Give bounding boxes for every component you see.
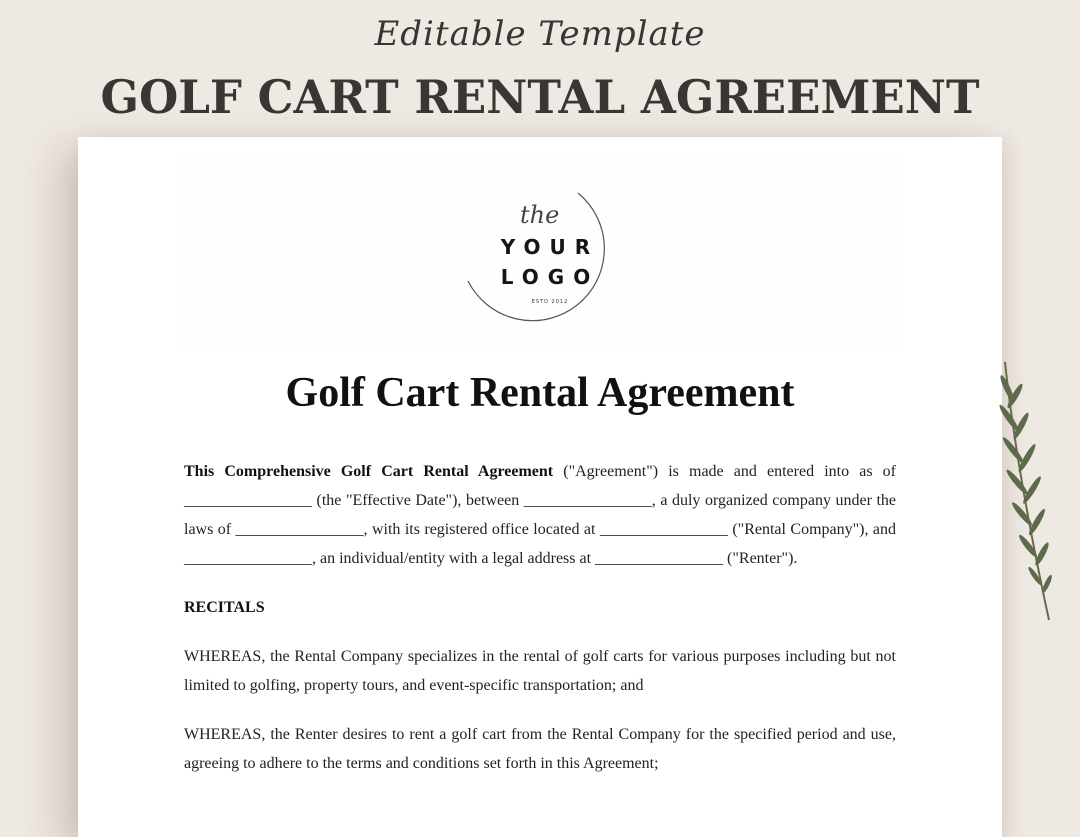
recitals-heading-text: RECITALS bbox=[184, 599, 265, 616]
logo-line-logo: LOGO bbox=[500, 265, 600, 289]
intro-paragraph bbox=[184, 457, 896, 573]
intro-text: ("Agreement") is made and entered into as of ________________ (the "Effective Date"), between ________________, a duly organized company under the laws of ________________, with its registered office located at ________________ ("Rental Company"), and ________________, an individual/entity with a legal address at ________________ ("Renter"). bbox=[184, 463, 897, 567]
logo-placeholder bbox=[180, 151, 900, 351]
document-body bbox=[184, 457, 896, 798]
logo-line-your: YOUR bbox=[500, 235, 600, 259]
logo-script-text: the bbox=[520, 201, 560, 229]
whereas-paragraph-2: WHEREAS, the Renter desires to rent a golf cart from the Rental Company for the specified period and use, agreeing to adhere to the terms and conditions set forth in this Agreement; bbox=[184, 726, 896, 772]
rosemary-sprig-icon bbox=[985, 358, 1065, 628]
whereas-paragraph-1: WHEREAS, the Rental Company specializes in the rental of golf carts for various purposes including but not limited to golfing, property tours, and event-specific transportation; and bbox=[184, 648, 896, 694]
recitals-heading bbox=[184, 593, 896, 622]
banner-title: GOLF CART RENTAL AGREEMENT bbox=[100, 70, 980, 124]
banner-script-text: Editable Template bbox=[374, 14, 706, 54]
document-page bbox=[78, 137, 1002, 837]
logo-estd: ESTD 2012 bbox=[531, 299, 569, 305]
document-title: Golf Cart Rental Agreement bbox=[285, 370, 795, 416]
intro-bold: This Comprehensive Golf Cart Rental Agreement bbox=[184, 463, 554, 480]
